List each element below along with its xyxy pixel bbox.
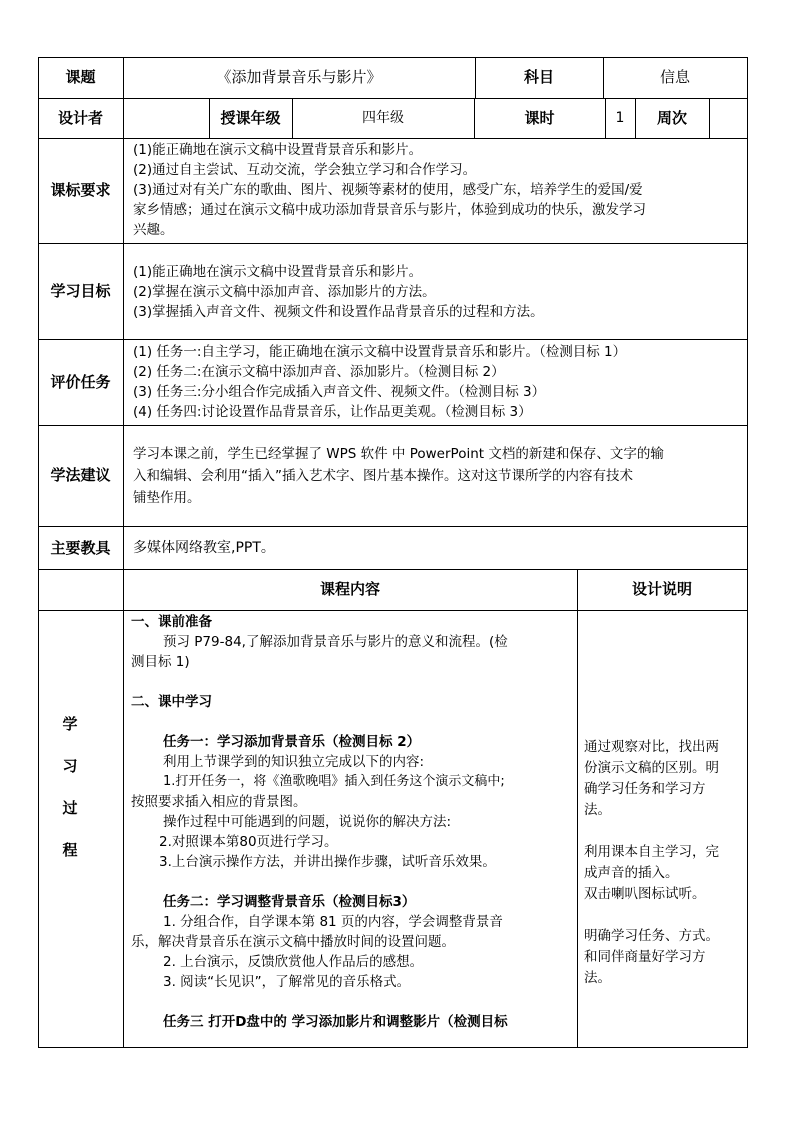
design-note-line: 双击喇叭图标试听。 <box>584 886 706 902</box>
objectives-text <box>133 262 743 322</box>
content-column-header: 课程内容 <box>319 580 380 598</box>
content-line: 3. 阅读“长见识”，了解常见的音乐格式。 <box>163 974 411 990</box>
task-title: 任务一：学习添加背景音乐（检测目标 2） <box>163 734 421 750</box>
evaluation-line: (3) 任务三:分小组合作完成插入声音文件、视频文件。（检测目标 3） <box>133 384 546 400</box>
section-title: 二、课中学习 <box>131 694 212 710</box>
topic-label: 课题 <box>65 68 96 86</box>
content-line: 按照要求插入相应的背景图。 <box>131 794 307 810</box>
method-line: 学习本课之前，学生已经掌握了 WPS 软件 中 PowerPoint 文档的新建和保存、文字的输 <box>133 446 664 462</box>
designer-label: 设计者 <box>57 109 103 127</box>
row-divider <box>38 98 748 99</box>
vertical-char: 过 <box>62 799 78 817</box>
label-column-divider <box>123 57 124 1048</box>
task-title: 任务三 打开D盘中的 学习添加影片和调整影片（检测目标 <box>163 1014 508 1030</box>
grade-value: 四年级 <box>362 110 404 126</box>
content-line: 测目标 1) <box>131 654 190 670</box>
design-note-line: 成声音的插入。 <box>584 865 679 881</box>
design-note-line: 明确学习任务、方式。 <box>584 928 719 944</box>
vertical-char: 程 <box>62 841 78 859</box>
task-title: 任务二：学习调整背景音乐（检测目标3） <box>163 894 416 910</box>
design-note-line: 份演示文稿的区别。明 <box>584 760 719 776</box>
content-line: 操作过程中可能遇到的问题，说说你的解决方法: <box>163 814 452 830</box>
row-divider <box>38 569 748 570</box>
method-line: 铺垫作用。 <box>133 490 201 506</box>
content-line: 乐，解决背景音乐在演示文稿中播放时间的设置问题。 <box>131 934 455 950</box>
col-divider <box>709 98 710 139</box>
evaluation-line: (2) 任务二:在演示文稿中添加声音、添加影片。（检测目标 2） <box>133 364 505 380</box>
subject-value: 信息 <box>659 68 690 86</box>
content-line: 预习 P79-84,了解添加背景音乐与影片的意义和流程。(检 <box>163 634 508 650</box>
standards-label: 课标要求 <box>50 181 111 199</box>
evaluation-line: (1) 任务一:自主学习，能正确地在演示文稿中设置背景音乐和影片。（检测目标 1） <box>133 344 627 360</box>
design-note-line: 法。 <box>584 970 611 986</box>
objectives-line: (3)掌握插入声音文件、视频文件和设置作品背景音乐的过程和方法。 <box>133 304 544 320</box>
tools-value: 多媒体网络教室,PPT。 <box>133 540 275 556</box>
row-divider <box>38 425 748 426</box>
row-divider <box>38 610 748 611</box>
objectives-label: 学习目标 <box>50 282 111 300</box>
standards-line: (2)通过自主尝试、互动交流，学会独立学习和合作学习。 <box>133 162 477 178</box>
method-line: 入和编辑、会利用“插入”插入艺术字、图片基本操作。这对这节课所学的内容有技术 <box>133 468 633 484</box>
col-divider <box>577 569 578 1048</box>
design-note-line: 和同伴商量好学习方 <box>584 949 706 965</box>
content-line: 利用上节课学到的知识独立完成以下的内容: <box>163 754 425 770</box>
design-notes <box>584 737 744 989</box>
row-divider <box>38 526 748 527</box>
period-value: 1 <box>615 110 625 126</box>
grade-label: 授课年级 <box>220 109 281 127</box>
standards-line: 兴趣。 <box>133 222 174 238</box>
subject-label: 科目 <box>523 68 554 86</box>
evaluation-text <box>133 342 743 422</box>
vertical-char: 学 <box>62 715 78 733</box>
process-vertical-label <box>58 703 82 871</box>
content-line: 1. 分组合作，自学课本第 81 页的内容，学会调整背景音 <box>163 914 503 930</box>
week-label: 周次 <box>656 109 687 127</box>
course-content <box>131 612 573 1032</box>
method-label: 学法建议 <box>50 466 111 484</box>
design-note-line: 法。 <box>584 802 611 818</box>
tools-label: 主要教具 <box>50 539 111 557</box>
content-line: 2.对照课本第80页进行学习。 <box>159 834 338 850</box>
topic-value: 《添加背景音乐与影片》 <box>216 68 382 86</box>
section-title: 一、课前准备 <box>131 614 212 630</box>
table-border-bottom <box>38 1047 748 1048</box>
design-note-line: 确学习任务和学习方 <box>584 781 706 797</box>
design-note-line: 利用课本自主学习，完 <box>584 844 719 860</box>
evaluation-label: 评价任务 <box>50 373 111 391</box>
standards-line: (3)通过对有关广东的歌曲、图片、视频等素材的使用，感受广东，培养学生的爱国/爱 <box>133 182 643 198</box>
objectives-line: (1)能正确地在演示文稿中设置背景音乐和影片。 <box>133 264 423 280</box>
design-column-header: 设计说明 <box>631 580 692 598</box>
row-divider <box>38 243 748 244</box>
evaluation-line: (4) 任务四:讨论设置作品背景音乐，让作品更美观。（检测目标 3） <box>133 404 532 420</box>
content-line: 2. 上台演示，反馈欣赏他人作品后的感想。 <box>163 954 424 970</box>
table-border-right <box>747 57 748 1048</box>
standards-text <box>133 140 743 240</box>
content-line: 1.打开任务一，将《渔歌晚唱》插入到任务这个演示文稿中; <box>163 774 505 789</box>
vertical-char: 习 <box>62 757 78 775</box>
design-note-line: 通过观察对比，找出两 <box>584 739 719 755</box>
standards-line: 家乡情感；通过在演示文稿中成功添加背景音乐与影片，体验到成功的快乐，激发学习 <box>133 202 646 218</box>
method-text <box>133 443 743 509</box>
period-label: 课时 <box>524 109 555 127</box>
row-divider <box>38 339 748 340</box>
objectives-line: (2)掌握在演示文稿中添加声音、添加影片的方法。 <box>133 284 436 300</box>
design-note-line <box>584 821 744 842</box>
row-divider <box>38 138 748 139</box>
design-note-line <box>584 905 744 926</box>
table-border-top <box>38 57 748 58</box>
standards-line: (1)能正确地在演示文稿中设置背景音乐和影片。 <box>133 142 423 158</box>
content-line: 3.上台演示操作方法，并讲出操作步骤，试听音乐效果。 <box>159 854 496 870</box>
